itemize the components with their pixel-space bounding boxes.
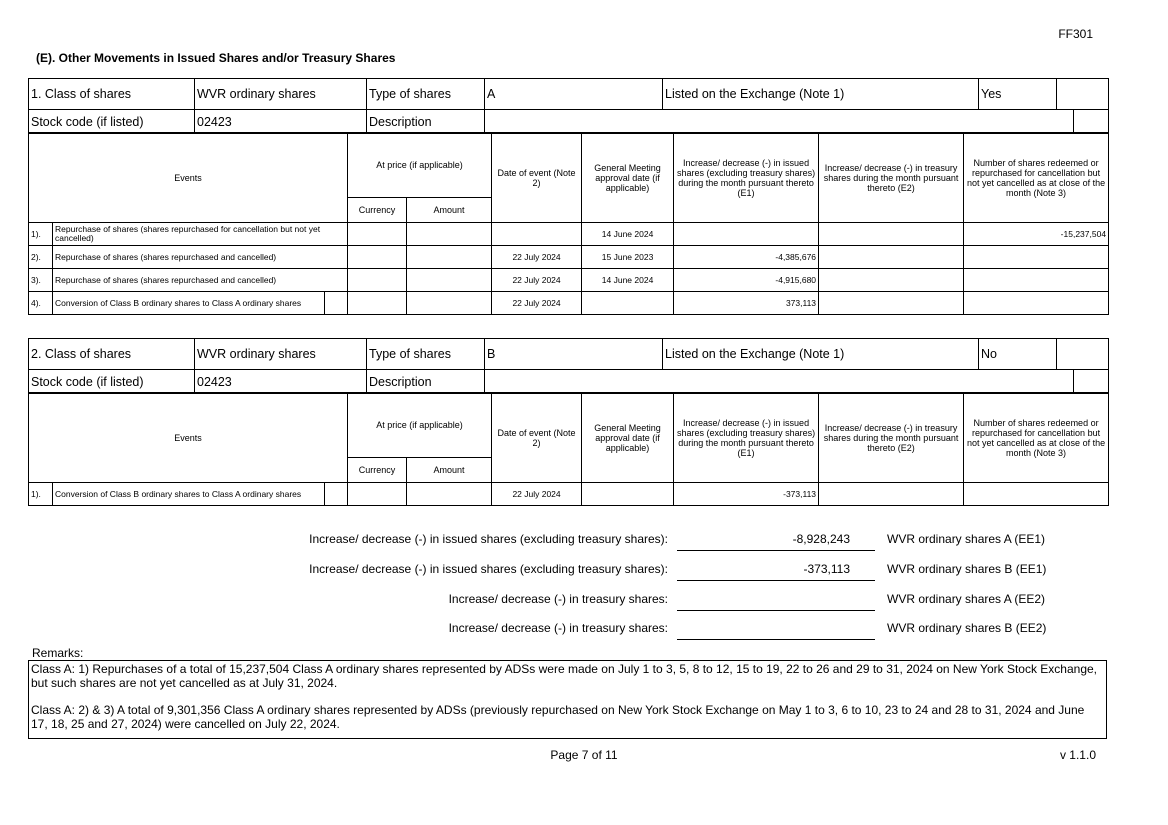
event-amount <box>407 223 492 246</box>
event-gm-date <box>582 483 674 506</box>
event-currency <box>348 269 407 292</box>
note3-header: Number of shares redeemed or repurchased for cancellation but not yet cancelled as at close of the month (Note 3) <box>964 133 1109 223</box>
class1-description-empty <box>1074 110 1109 134</box>
event-amount <box>407 246 492 269</box>
date-of-event-header: Date of event (Note 2) <box>492 393 582 483</box>
version: v 1.1.0 <box>1059 748 1096 762</box>
event-number: 3). <box>29 269 53 292</box>
event-number: 1). <box>29 483 53 506</box>
summary-label: Increase/ decrease (-) in treasury shares: <box>448 621 668 635</box>
e1-header: Increase/ decrease (-) in issued shares (excluding treasury shares) during the month pursuant thereto (E1) <box>674 133 819 223</box>
e2-header: Increase/ decrease (-) in treasury shares during the month pursuant thereto (E2) <box>819 393 964 483</box>
event-note3 <box>964 292 1109 315</box>
currency-header: Currency <box>348 198 407 223</box>
class1-header-table <box>28 78 1109 110</box>
event-currency <box>348 223 407 246</box>
table-row <box>29 246 1109 269</box>
date-of-event-header: Date of event (Note 2) <box>492 133 582 223</box>
class1-class-value: WVR ordinary shares <box>195 79 367 110</box>
event-e2 <box>819 483 964 506</box>
class2-listed-label: Listed on the Exchange (Note 1) <box>663 339 979 370</box>
class2-listed-value: No <box>979 339 1057 370</box>
class1-description-label: Description <box>367 110 485 134</box>
summary-label: Increase/ decrease (-) in issued shares (excluding treasury shares): <box>309 562 668 576</box>
event-description: Conversion of Class B ordinary shares to Class A ordinary shares <box>53 483 325 506</box>
class2-description-empty <box>1074 370 1109 394</box>
e1-header: Increase/ decrease (-) in issued shares (excluding treasury shares) during the month pursuant thereto (E1) <box>674 393 819 483</box>
event-date: 22 July 2024 <box>492 292 582 315</box>
event-description: Repurchase of shares (shares repurchased for cancellation but not yet cancelled) <box>53 223 348 246</box>
class1-events-table <box>28 132 1109 315</box>
event-date: 22 July 2024 <box>492 246 582 269</box>
event-description: Repurchase of shares (shares repurchased and cancelled) <box>53 246 348 269</box>
remarks-label: Remarks: <box>32 646 84 660</box>
event-gm-date: 14 June 2024 <box>582 223 674 246</box>
event-gm-date: 15 June 2023 <box>582 246 674 269</box>
event-number: 1). <box>29 223 53 246</box>
events-header: Events <box>29 393 348 483</box>
at-price-header: At price (if applicable) <box>348 133 492 198</box>
class2-stock-table <box>28 369 1109 394</box>
summary-row <box>0 621 1168 637</box>
summary-label: Increase/ decrease (-) in treasury shares: <box>448 592 668 606</box>
event-extra <box>325 483 348 506</box>
event-e2 <box>819 269 964 292</box>
summary-value: -8,928,243 <box>792 532 850 546</box>
class2-class-label: 2. Class of shares <box>29 339 195 370</box>
event-amount <box>407 292 492 315</box>
event-e1: -373,113 <box>674 483 819 506</box>
summary-row <box>0 592 1168 608</box>
class1-type-value: A <box>485 79 663 110</box>
section-title: (E). Other Movements in Issued Shares and/or Treasury Shares <box>36 51 396 65</box>
event-e1: -4,385,676 <box>674 246 819 269</box>
event-e1 <box>674 223 819 246</box>
remark-paragraph: Class A: 2) & 3) A total of 9,301,356 Class A ordinary shares represented by ADSs (previously repurchased on New York Stock Exchange on May 1 to 3, 6 to 10, 23 to 24 and 28 to 31, 2024 and June 17, 18, 25 and 27, 2024) were cancelled on July 22, 2024. <box>31 703 1085 731</box>
table-row <box>29 223 1109 246</box>
class2-empty <box>1057 339 1109 370</box>
event-number: 2). <box>29 246 53 269</box>
class2-type-value: B <box>485 339 663 370</box>
event-date: 22 July 2024 <box>492 483 582 506</box>
event-e2 <box>819 223 964 246</box>
event-number: 4). <box>29 292 53 315</box>
event-note3: -15,237,504 <box>964 223 1109 246</box>
class2-type-label: Type of shares <box>367 339 485 370</box>
summary-value: -373,113 <box>803 562 850 576</box>
event-gm-date <box>582 292 674 315</box>
summary-row <box>0 562 1168 578</box>
event-date: 22 July 2024 <box>492 269 582 292</box>
summary-row <box>0 532 1168 548</box>
event-e2 <box>819 292 964 315</box>
event-amount <box>407 269 492 292</box>
e2-header: Increase/ decrease (-) in treasury shares during the month pursuant thereto (E2) <box>819 133 964 223</box>
class2-events-table <box>28 392 1109 506</box>
class1-empty <box>1057 79 1109 110</box>
event-currency <box>348 292 407 315</box>
class2-description-value <box>485 370 1074 394</box>
class2-class-value: WVR ordinary shares <box>195 339 367 370</box>
currency-header: Currency <box>348 458 407 483</box>
event-currency <box>348 483 407 506</box>
summary-unit: WVR ordinary shares A (EE1) <box>887 532 1046 546</box>
remark-paragraph: Class A: 1) Repurchases of a total of 15,237,504 Class A ordinary shares represented by ADSs were made on July 1 to 3, 5, 8 to 12, 15 to 19, 22 to 26 and 29 to 31, 2024 on New York Stock Exchange, but such shares are not yet cancelled as at July 31, 2024. <box>31 662 1097 690</box>
event-note3 <box>964 483 1109 506</box>
event-extra <box>325 292 348 315</box>
event-e1: -4,915,680 <box>674 269 819 292</box>
event-note3 <box>964 246 1109 269</box>
event-note3 <box>964 269 1109 292</box>
gm-approval-header: General Meeting approval date (if applicable) <box>582 393 674 483</box>
class1-stock-code-value: 02423 <box>195 110 367 134</box>
event-date <box>492 223 582 246</box>
summary-value-line <box>677 592 875 611</box>
class2-description-label: Description <box>367 370 485 394</box>
summary-unit: WVR ordinary shares B (EE2) <box>887 621 1047 635</box>
class1-stock-code-label: Stock code (if listed) <box>29 110 195 134</box>
class2-stock-code-label: Stock code (if listed) <box>29 370 195 394</box>
class1-class-label: 1. Class of shares <box>29 79 195 110</box>
summary-label: Increase/ decrease (-) in issued shares (excluding treasury shares): <box>309 532 668 546</box>
summary-unit: WVR ordinary shares B (EE1) <box>887 562 1047 576</box>
event-e1: 373,113 <box>674 292 819 315</box>
table-row <box>29 483 1109 506</box>
remarks-box <box>28 660 1107 739</box>
events-header: Events <box>29 133 348 223</box>
amount-header: Amount <box>407 458 492 483</box>
table-row <box>29 269 1109 292</box>
summary-value-line <box>677 562 875 581</box>
amount-header: Amount <box>407 198 492 223</box>
class2-header-table <box>28 338 1109 370</box>
event-gm-date: 14 June 2024 <box>582 269 674 292</box>
page-number: Page 7 of 11 <box>550 748 618 762</box>
event-amount <box>407 483 492 506</box>
summary-value-line <box>677 532 875 551</box>
class1-type-label: Type of shares <box>367 79 485 110</box>
note3-header: Number of shares redeemed or repurchased for cancellation but not yet cancelled as at close of the month (Note 3) <box>964 393 1109 483</box>
gm-approval-header: General Meeting approval date (if applicable) <box>582 133 674 223</box>
form-code: FF301 <box>1058 27 1093 41</box>
summary-unit: WVR ordinary shares A (EE2) <box>887 592 1046 606</box>
class2-stock-code-value: 02423 <box>195 370 367 394</box>
event-currency <box>348 246 407 269</box>
summary-value-line <box>677 621 875 640</box>
event-description: Repurchase of shares (shares repurchased and cancelled) <box>53 269 348 292</box>
at-price-header: At price (if applicable) <box>348 393 492 458</box>
class1-stock-table <box>28 109 1109 134</box>
class1-listed-value: Yes <box>979 79 1057 110</box>
class1-listed-label: Listed on the Exchange (Note 1) <box>663 79 979 110</box>
event-description: Conversion of Class B ordinary shares to Class A ordinary shares <box>53 292 325 315</box>
table-row <box>29 292 1109 315</box>
event-e2 <box>819 246 964 269</box>
class1-description-value <box>485 110 1074 134</box>
